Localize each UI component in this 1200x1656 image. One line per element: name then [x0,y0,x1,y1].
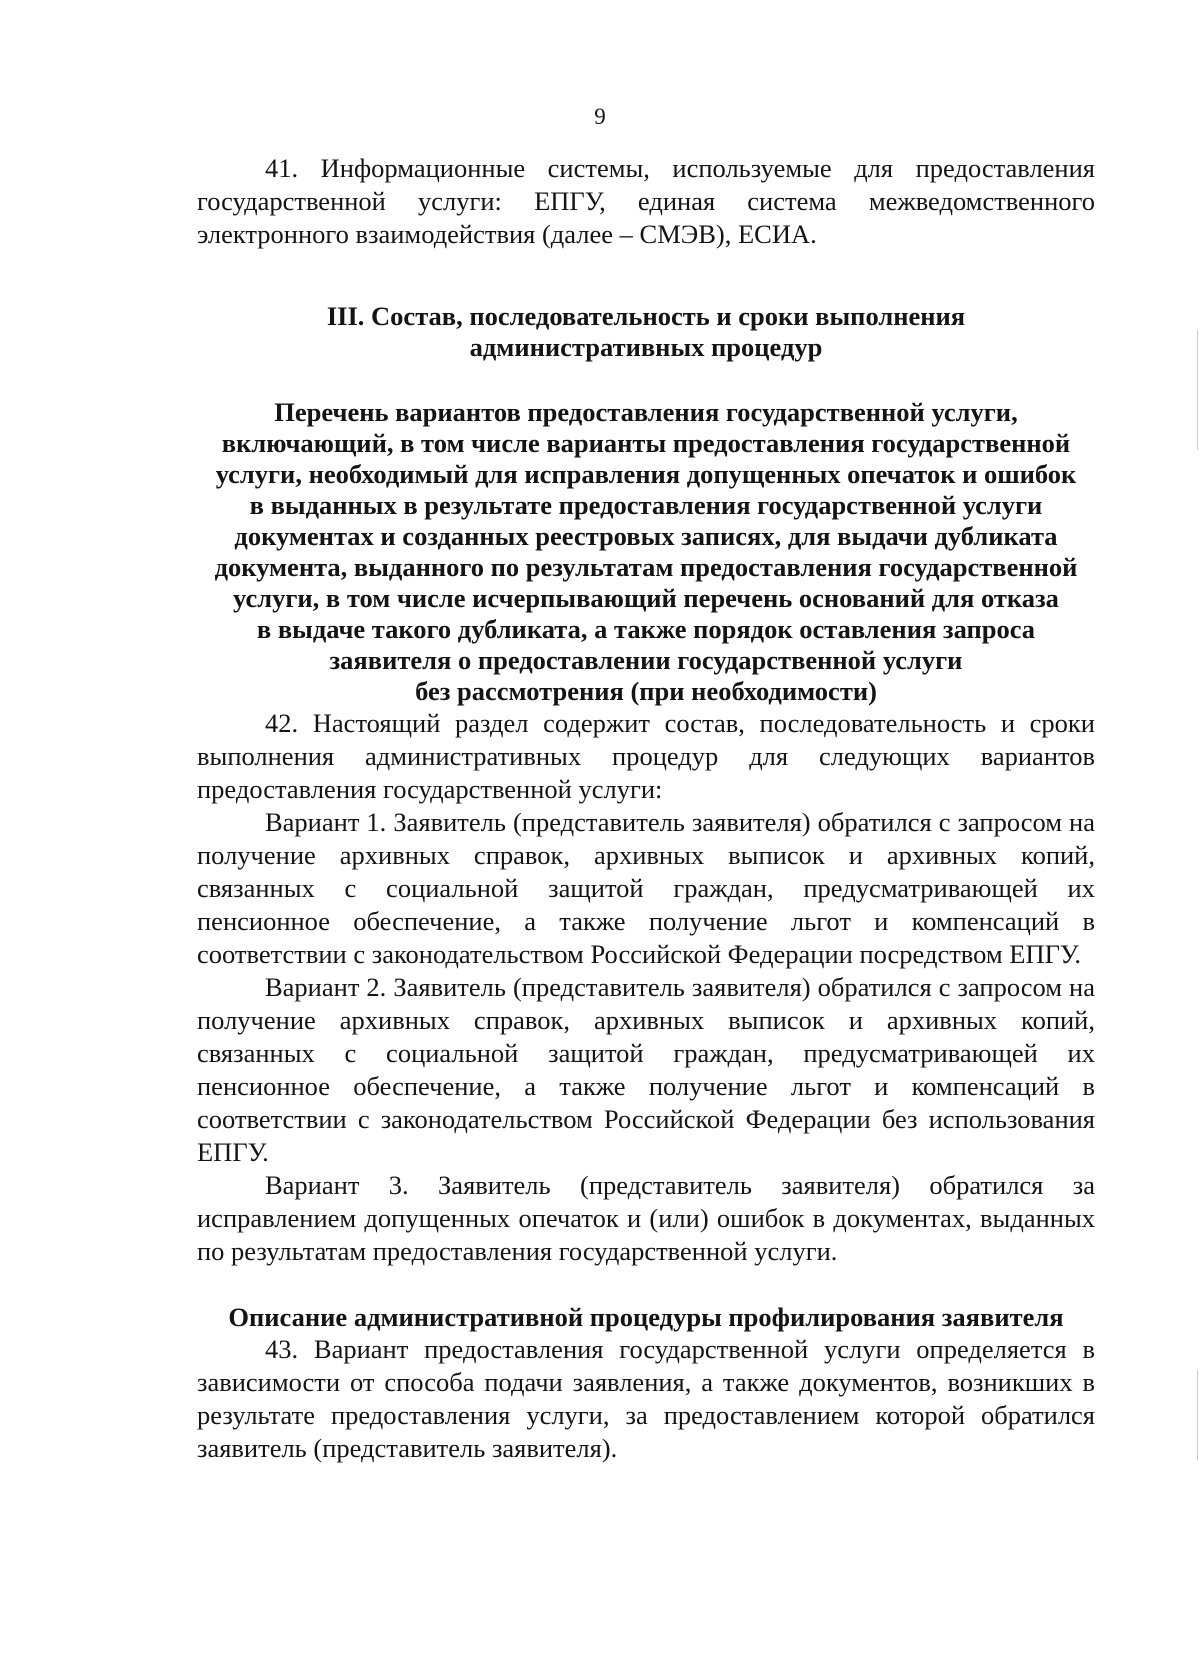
variant-3: Вариант 3. Заявитель (представитель заявителя) обратился за исправлением допущенных опечаток и (или) ошибок в документах, выданных по результатам предоставления государственной услуги. [197,1170,1095,1266]
subsection-heading-profiling: Описание административной процедуры профилирования заявителя [228,1302,1064,1332]
scan-edge-mark [1197,330,1198,450]
section-heading: III. Состав, последовательность и сроки выполнения административных процедур [326,301,966,362]
scan-edge-mark [1197,1370,1198,1460]
subsection-heading-variants: Перечень вариантов предоставления государственной услуги, включающий, в том числе варианты предоставления государственной услуги, необходимый для исправления допущенных опечаток и ошибок в выданных в результате предоставления государственной услуги документах и созданных реестровых записях, для выдачи дубликата документа, выданного по результатам предоставления государственной услуги, в том числе исчерпывающий перечень оснований для отказа в выдаче такого дубликата, а также порядок оставления запроса заявителя о предоставлении государственной услуги без рассмотрения (при необходимости) [214,397,1078,706]
paragraph-43: 43. Вариант предоставления государственной услуги определяется в зависимости от способа подачи заявления, а также документов, возникших в результате предоставления услуги, за предоставлением которой обратился заявитель (представитель заявителя). [197,1334,1095,1463]
document-body [197,152,1095,1465]
paragraph-41: 41. Информационные системы, используемые для предоставления государственной услуги: ЕПГУ, единая система межведомственного электронного взаимодействия (далее – СМЭВ), ЕСИА. [197,153,1095,249]
paragraph-42: 42. Настоящий раздел содержит состав, последовательность и сроки выполнения административных процедур для следующих вариантов предоставления государственной услуги: [197,708,1095,804]
variant-2: Вариант 2. Заявитель (представитель заявителя) обратился с запросом на получение архивных справок, архивных выписок и архивных копий, связанных с социальной защитой граждан, предусматривающей их пенсионное обеспечение, а также получение льгот и компенсаций в соответствии с законодательством Российской Федерации без использования ЕПГУ. [197,972,1095,1167]
variant-1: Вариант 1. Заявитель (представитель заявителя) обратился с запросом на получение архивных справок, архивных выписок и архивных копий, связанных с социальной защитой граждан, предусматривающей их пенсионное обеспечение, а также получение льгот и компенсаций в соответствии с законодательством Российской Федерации посредством ЕПГУ. [197,807,1095,969]
page-number: 9 [594,104,606,129]
